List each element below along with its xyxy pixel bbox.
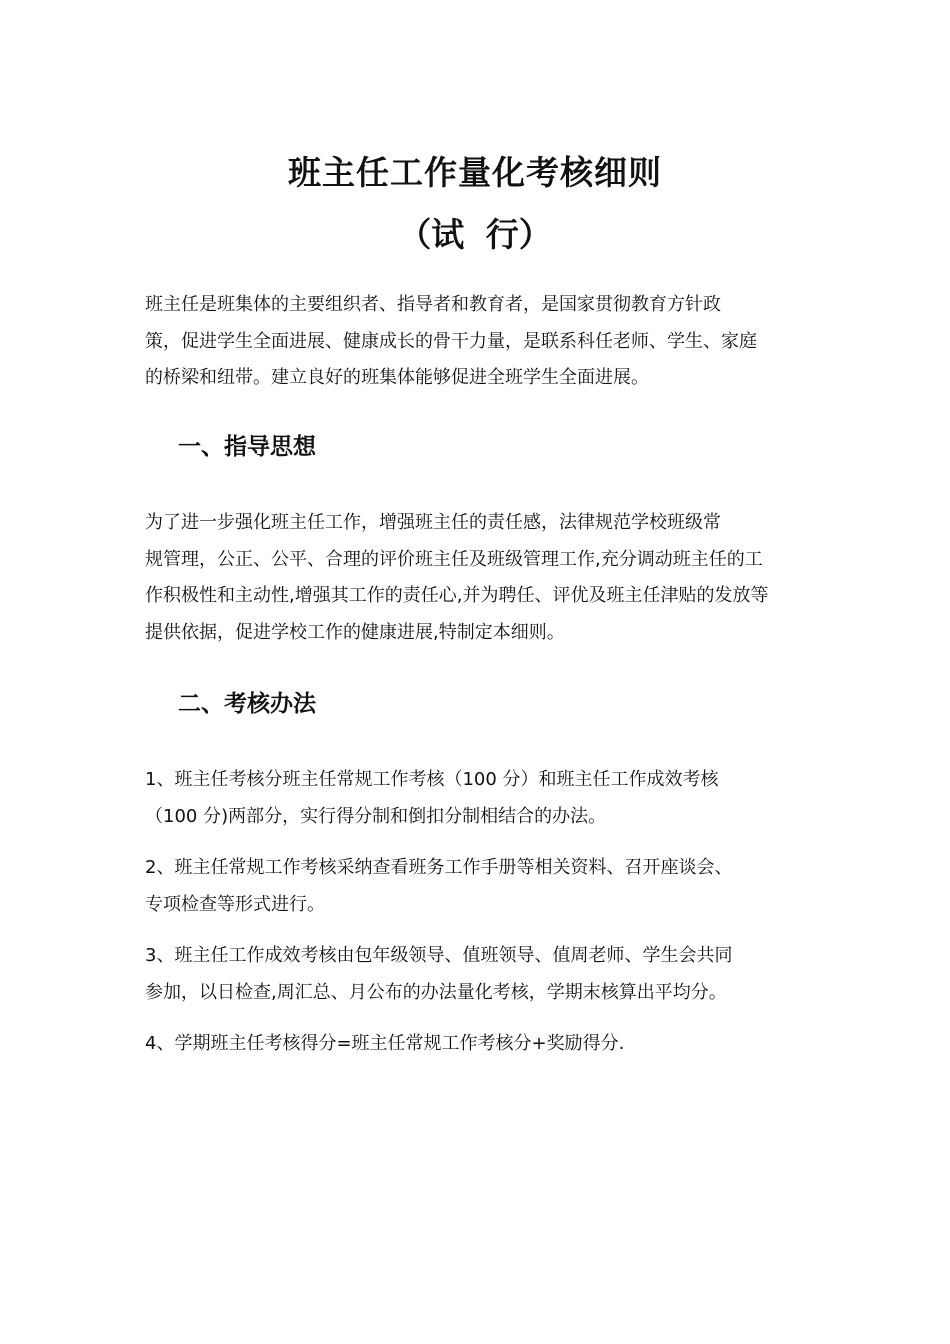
assessment-item-2	[145, 850, 810, 923]
paragraph-line: 规管理，公正、公平、合理的评价班主任及班级管理工作,充分调动班主任的工	[145, 548, 763, 570]
paragraph-line: 3、班主任工作成效考核由包年级领导、值班领导、值周老师、学生会共同	[145, 945, 733, 966]
section-heading-assessment-method: 二、考核办法	[178, 691, 316, 717]
assessment-item-1	[145, 762, 810, 835]
intro-paragraph	[145, 287, 810, 397]
paragraph-line: 策，促进学生全面进展、健康成长的骨干力量，是联系科任老师、学生、家庭	[145, 330, 757, 352]
paragraph-line: 2、班主任常规工作考核采纳查看班务工作手册等相关资料、召开座谈会、	[145, 857, 733, 878]
paragraph-line: 为了进一步强化班主任工作，增强班主任的责任感，法律规范学校班级常	[145, 512, 721, 533]
paragraph-line: 参加，以日检查,周汇总、月公布的办法量化考核，学期末核算出平均分。	[145, 981, 727, 1003]
paragraph-line: 提供依据，促进学校工作的健康进展,特制定本细则。	[145, 621, 565, 643]
document-subtitle: （试 行）	[398, 215, 552, 254]
paragraph-line: （100 分)两部分，实行得分制和倒扣分制相结合的办法。	[145, 805, 607, 827]
guiding-ideology-paragraph	[145, 505, 810, 651]
paragraph-line: 的桥梁和纽带。建立良好的班集体能够促进全班学生全面进展。	[145, 367, 649, 388]
section-heading-guiding-ideology: 一、指导思想	[178, 434, 316, 460]
assessment-item-4	[145, 1026, 810, 1063]
assessment-item-3	[145, 938, 810, 1011]
document-title: 班主任工作量化考核细则	[288, 153, 662, 193]
paragraph-line: 作积极性和主动性,增强其工作的责任心,并为聘任、评优及班主任津贴的发放等	[145, 585, 769, 606]
paragraph-line: 专项检查等形式进行。	[145, 893, 325, 915]
paragraph-line: 4、学期班主任考核得分=班主任常规工作考核分+奖励得分.	[145, 1033, 625, 1054]
paragraph-line: 1、班主任考核分班主任常规工作考核（100 分）和班主任工作成效考核	[145, 769, 719, 790]
paragraph-line: 班主任是班集体的主要组织者、指导者和教育者，是国家贯彻教育方针政	[145, 294, 721, 315]
